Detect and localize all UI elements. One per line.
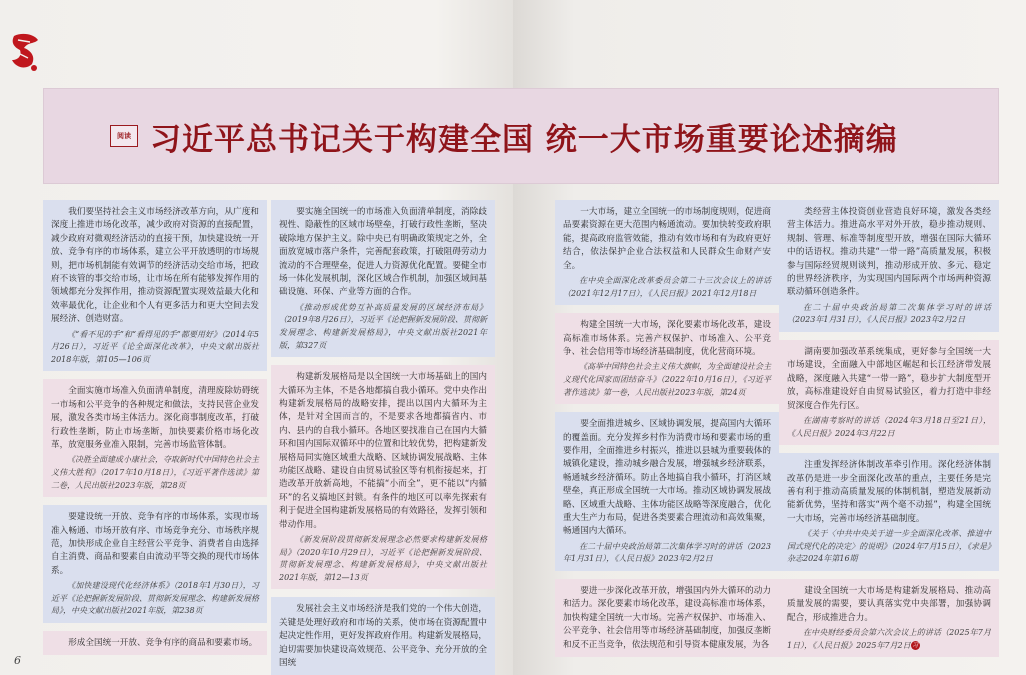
excerpt-source: 在中央财经委员会第六次会议上的讲话（2025年7月1日），《人民日报》2025年7月2日习	[787, 628, 991, 650]
excerpt-block	[779, 453, 999, 571]
excerpt-source: 在中央全面深化改革委员会第二十三次会议上的讲话（2021年12月17日），《人民日报》2021年12月18日	[563, 276, 771, 298]
excerpt-source: 《决胜全面建成小康社会，夺取新时代中国特色社会主义伟大胜利》（2017年10月18日），《习近平著作选读》第二卷，人民出版社2023年版，第28页	[51, 455, 259, 490]
excerpt-block	[555, 579, 779, 657]
excerpt-text: 我们要坚持社会主义市场经济改革方向，从广度和深度上推进市场化改革，减少政府对资源的直接配置，减少政府对微观经济活动的直接干预，加快建设统一开放、竞争有序的市场体系，建立公平开放透明的市场规则，把市场机制能有效调节的经济活动交给市场，把政府不该管的事交给市场，让市场在所有能够发挥作用的领域都充分发挥作用，推动资源配置实现效益最大化和效率最优化，让企业和个人有更多活力和更大空间去发展经济、创造财富。	[51, 207, 259, 325]
excerpt-text: 要全面推进城乡、区域协调发展，提高国内大循环的覆盖面。充分发挥乡村作为消费市场和要素市场的重要作用，全面推进乡村振兴，推进以县城为重要载体的城镇化建设，推动城乡融合发展，增强城乡经济联系，畅通城乡经济循环。防止各地搞自我小循环，打消区域壁垒，真正形成全国统一大市场。推动区域协调发展战略、区域重大战略、主体功能区战略等深度融合，优化重大生产力布局，促进各类要素合理流动和高效集聚，畅通国内大循环。	[563, 419, 771, 537]
column-4	[779, 200, 999, 665]
excerpt-text: 要建设统一开放、竞争有序的市场体系，实现市场准入畅通、市场开放有序、市场竞争充分、市场秩序规范，加快形成企业自主经营公平竞争、消费者自由选择自主消费、商品和要素自由流动平等交换的现代市场体系。	[51, 512, 259, 576]
reading-icon-label: 阅读	[117, 132, 131, 140]
excerpt-text: 一大市场，建立全国统一的市场制度规则，促进商品要素资源在更大范围内畅通流动。要加快转变政府职能，提高政府监管效能，推动有效市场和有为政府更好结合，依法保护企业合法权益和人民群众生命财产安全。	[563, 207, 771, 271]
excerpt-block	[43, 505, 267, 623]
excerpt-source: 《高举中国特色社会主义伟大旗帜，为全面建设社会主义现代化国家而团结奋斗》（2022年10月16日），《习近平著作选读》第一卷，人民出版社2023年版，第24页	[563, 362, 771, 397]
magazine-logo-icon	[8, 30, 42, 74]
excerpt-source: 在二十届中央政治局第二次集体学习时的讲话（2023年1月31日），《人民日报》2023年2月2日	[563, 541, 771, 564]
excerpt-source: 《“看不见的手”和“看得见的手”都要用好》（2014年5月26日），习近平《论全面深化改革》，中央文献出版社2018年版，第105—106页	[51, 329, 259, 364]
excerpt-block	[555, 412, 779, 571]
excerpt-block	[271, 365, 495, 589]
end-mark-icon: 习	[912, 642, 919, 650]
excerpt-source: 在二十届中央政治局第二次集体学习时的讲话（2023年1月31日），《人民日报》2023年2月2日	[787, 302, 991, 325]
article-title: 习近平总书记关于构建全国 统一大市场重要论述摘编	[150, 122, 898, 158]
excerpt-block	[43, 200, 267, 371]
excerpt-text: 建设全国统一大市场是构建新发展格局、推动高质量发展的需要，要认真落实党中央部署，加强协调配合，形成推进合力。	[787, 586, 991, 623]
excerpt-block	[271, 200, 495, 357]
reading-icon	[110, 125, 138, 147]
excerpt-source: 《推动形成优势互补高质量发展的区域经济布局》（2019年8月26日），习近平《论把握新发展阶段、贯彻新发展理念、构建新发展格局》，中央文献出版社2021年版，第327页	[279, 302, 487, 350]
excerpt-text: 形成全国统一开放、竞争有序的商品和要素市场。	[68, 638, 258, 649]
excerpt-text: 湖南要加强改革系统集成，更好参与全国统一大市场建设，全面融入中部地区崛起和长江经济带发展战略，深度融入共建“一带一路”，稳步扩大制度型开放，高标准建设好自由贸易试验区，着力打造中非经贸深度合作先行区。	[787, 347, 991, 411]
excerpt-text: 要进一步深化改革开放，增强国内外大循环的动力和活力。深化要素市场化改革，建设高标准市场体系，加快构建全国统一大市场。完善产权保护、市场准入、公平竞争、社会信用等市场经济基础制度，加强反垄断和反不正当竞争，依法规范和引导资本健康发展，为各	[563, 586, 771, 650]
excerpt-source: 《关于〈中共中央关于进一步全面深化改革、推进中国式现代化的决定〉的说明》（2024年7月15日），《求是》杂志2024年第16期	[787, 529, 991, 564]
excerpt-block	[43, 631, 267, 655]
excerpt-block	[779, 340, 999, 445]
page-number: 6	[14, 654, 21, 667]
excerpt-source: 《加快建设现代化经济体系》（2018年1月30日），习近平《论把握新发展阶段、贯彻新发展理念、构建新发展格局》，中央文献出版社2021年版，第238页	[51, 581, 259, 616]
excerpt-block	[271, 597, 495, 675]
excerpt-source: 在湖南考察时的讲话（2024年3月18日至21日），《人民日报》2024年3月22日	[787, 416, 991, 438]
excerpt-text: 构建新发展格局是以全国统一大市场基础上的国内大循环为主体，不是各地都搞自我小循环。党中央作出构建新发展格局的战略安排，提出以国内大循环为主体，是针对全国而言的，不是要求各地都搞省内、市内、县内的自我小循环。各地区要找准自己在国内大循环和国内国际双循环中的位置和比较优势，把构建新发展格局同实施区域重大战略、区域协调发展战略、主体功能区战略、建设自由贸易试验区等有机衔接起来，打造改革开放新高地，不能搞“小而全”，更不能以“内循环”的名义搞地区封锁。有条件的地区可以率先探索有利于促进全国构建新发展格局的有效路径，发挥引领和带动作用。	[279, 372, 487, 530]
excerpt-block	[555, 200, 779, 305]
excerpt-text: 要实施全国统一的市场准入负面清单制度，消除歧视性、隐蔽性的区域市场壁垒，打破行政性垄断，坚决破除地方保护主义。除中央已有明确政策规定之外，全面放宽城市落户条件，完善配套政策，打破阻碍劳动力流动的不合理壁垒，促进人力资源优化配置。要健全市场一体化发展机制，深化区域合作机制，加强区域间基础设施、环保、产业等方面的合作。	[279, 207, 487, 298]
excerpt-text: 构建全国统一大市场，深化要素市场化改革，建设高标准市场体系。完善产权保护、市场准入、公平竞争、社会信用等市场经济基础制度，优化营商环境。	[563, 320, 771, 358]
column-3	[555, 200, 779, 665]
excerpt-text: 类经营主体投资创业营造良好环境，激发各类经营主体活力。推进高水平对外开放，稳步推动规则、规制、管理、标准等制度型开放，增强在国际大循环中的话语权。推动共建“一带一路”高质量发展，积极参与国际经贸规则谈判，推动形成开放、多元、稳定的世界经济秩序，为实现国内国际两个市场两种资源联动循环创造条件。	[787, 207, 991, 298]
excerpt-block	[779, 579, 999, 657]
excerpt-block	[779, 200, 999, 332]
excerpt-text: 发展社会主义市场经济是我们党的一个伟大创造，关键是处理好政府和市场的关系，使市场在资源配置中起决定性作用，更好发挥政府作用。构建新发展格局，迫切需要加快建设高效规范、公平竞争、充分开放的全国统	[279, 604, 487, 669]
excerpt-block	[555, 313, 779, 404]
excerpt-text: 注重发挥经济体制改革牵引作用。深化经济体制改革仍是进一步全面深化改革的重点，主要任务是完善有利于推动高质量发展的体制机制，塑造发展新动能新优势，坚持和落实“两个毫不动摇”，构建全国统一大市场，完善市场经济基础制度。	[787, 460, 991, 524]
excerpt-block	[43, 379, 267, 497]
column-2	[271, 200, 495, 675]
excerpt-source: 《新发展阶段贯彻新发展理念必然要求构建新发展格局》（2020年10月29日），习近平《论把握新发展阶段、贯彻新发展理念、构建新发展格局》，中央文献出版社2021年版，第12—13页	[279, 535, 487, 582]
column-1	[43, 200, 267, 663]
excerpt-text: 全面实施市场准入负面清单制度，清理废除妨碍统一市场和公平竞争的各种规定和做法，支持民营企业发展，激发各类市场主体活力。深化商事制度改革，打破行政性垄断，防止市场垄断，加快要素价格市场化改革，放宽服务业准入限制，完善市场监管体制。	[51, 386, 259, 451]
